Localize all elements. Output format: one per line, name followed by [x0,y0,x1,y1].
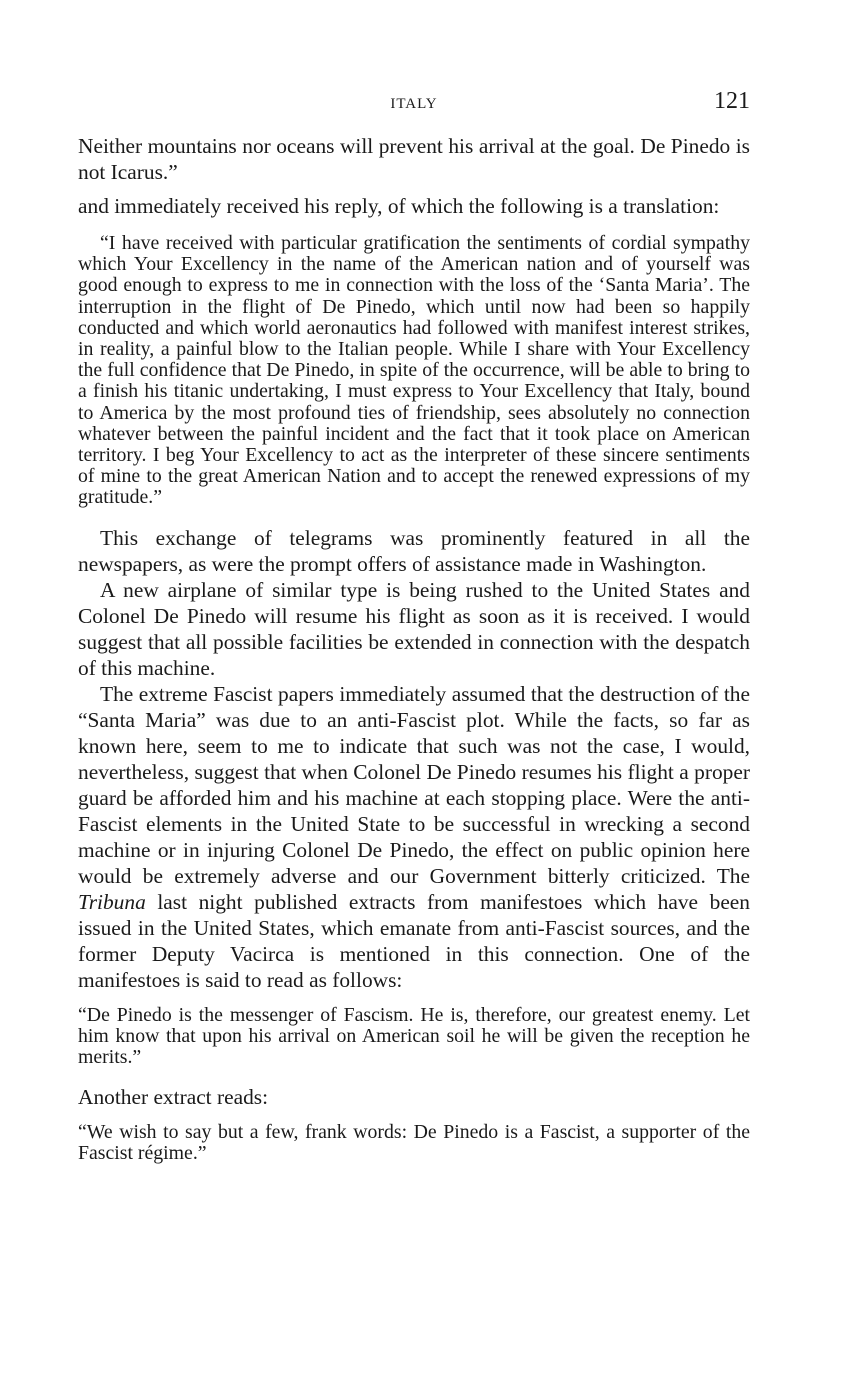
text-run: The extreme Fascist papers immediately assumed that the destruction of the “Santa Maria” was due to an anti-Fascist plot. While the facts, so far as known here, seem to me to indicate that such was not the case, I would, nevertheless, suggest that when Colonel De Pinedo resumes his flight a proper guard be afforded him and his machine at each stopping place. Were the anti-Fascist elements in the United State to be successful in wrecking a second machine or in injuring Colonel De Pinedo, the effect on public opinion here would be extremely adverse and our Government bitterly criticized. The [78,681,750,888]
running-title: ITALY [390,96,438,112]
paragraph-telegram-ending: Neither mountains nor oceans will prevent his arrival at the goal. De Pinedo is not Icarus.” [78,134,750,184]
paragraph-fascist-papers [78,681,750,993]
paragraph-reply-intro: and immediately received his reply, of which the following is a translation: [78,194,720,218]
quoted-reply: “I have received with particular gratification the sentiments of cordial sympathy which Your Excellency in the name of the American nation and of yourself was good enough to express to me in connection with the loss of the ‘Santa Maria’. The interruption in the flight of De Pinedo, which until now had been so happily conducted and which world aeronautics had followed with manifest interest strikes, in reality, a painful blow to the Italian people. While I share with Your Excellency the full confidence that De Pinedo, in spite of the occurrence, will be able to bring to a finish his titanic undertaking, I must express to Your Excellency that Italy, bound to America by the most profound ties of friendship, sees absolutely no connection whatever between the painful incident and the fact that it took place on American territory. I beg Your Excellency to act as the interpreter of these sincere sentiments of mine to the great American Nation and to accept the renewed expressions of my gratitude.” [78,232,750,509]
page-number: 121 [714,88,750,114]
paragraph-another-extract: Another extract reads: [78,1085,269,1110]
quoted-manifesto: “De Pinedo is the messenger of Fascism. He is, therefore, our greatest enemy. Let him know that upon his arrival on American soil he will be given the reception he merits.” [78,1003,750,1069]
paragraph-exchange: This exchange of telegrams was prominently featured in all the newspapers, as were the prompt offers of assistance made in Washington. [78,525,750,576]
paragraph-new-airplane: A new airplane of similar type is being rushed to the United States and Colonel De Pinedo will resume his flight as soon as it is received. I would suggest that all possible facilities be extended in connection with the despatch of this machine. [78,577,750,680]
body-text [78,133,750,1165]
running-head [78,88,750,118]
text-run: last night published extracts from manifestoes which have been issued in the United States, which emanate from anti-Fascist sources, and the former Deputy Vacirca is mentioned in this connection. One of the manifestoes is said to read as follows: [78,889,750,992]
quoted-extract: “We wish to say but a few, frank words: De Pinedo is a Fascist, a supporter of the Fascist régime.” [78,1121,750,1165]
newspaper-title: Tribuna [78,889,146,914]
